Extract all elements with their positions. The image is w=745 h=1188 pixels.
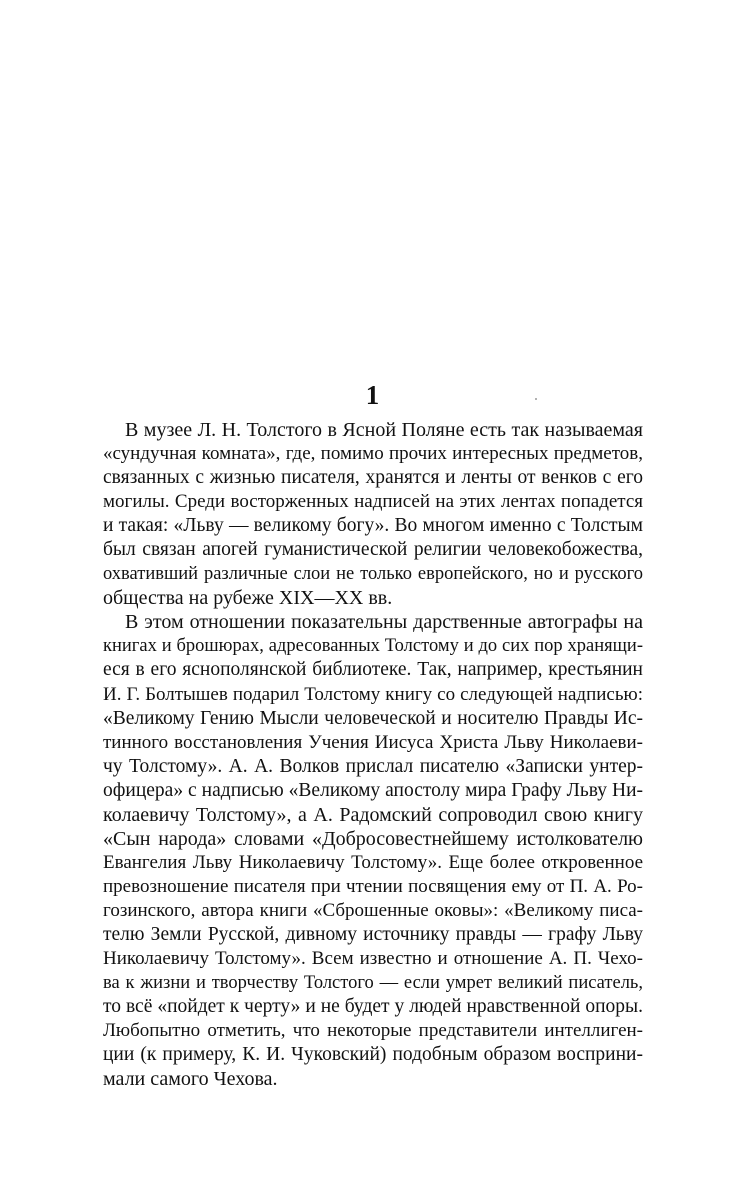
text-line: И. Г. Болтышев подарил Толстому книгу со следующей надписью: bbox=[103, 683, 643, 705]
text-line: мали самого Чехова. bbox=[103, 1068, 278, 1091]
text-line: книгах и брошюрах, адресованных Толстому и до сих пор хранящи- bbox=[103, 636, 643, 657]
text-line: еся в его яснополянской библиотеке. Так, например, крестьянин bbox=[103, 659, 643, 681]
text-line: ва к жизни и творчеству Толстого — если умрет великий писатель, bbox=[103, 973, 643, 994]
text-line: превозношение писателя при чтении посвящения ему от П. А. Ро- bbox=[103, 875, 643, 897]
body-text bbox=[103, 418, 643, 1091]
text-line: тинного восстановления Учения Иисуса Христа Льву Николаеви- bbox=[103, 731, 643, 753]
text-line: связанных с жизнью писателя, хранятся и ленты от венков с его bbox=[103, 467, 643, 489]
text-line: и такая: «Льву — великому богу». Во многом именно с Толстым bbox=[103, 515, 643, 537]
text-line: охвативший различные слои не только европейского, но и русского bbox=[103, 564, 643, 585]
text-line: колаевичу Толстому», а А. Радомский сопроводил свою книгу bbox=[103, 803, 643, 826]
text-line: «Сын народа» словами «Добросовестнейшему истолкователю bbox=[103, 827, 643, 850]
text-line: Любопытно отметить, что некоторые представители интеллиген- bbox=[103, 1020, 643, 1042]
text-line: могилы. Среди восторженных надписей на этих лентах попадется bbox=[103, 491, 643, 513]
text-line: Евангелия Льву Николаевичу Толстому». Еще более откровенное bbox=[103, 851, 643, 873]
text-line: то всё «пойдет к черту» и не будет у людей нравственной опоры. bbox=[103, 996, 643, 1018]
text-line: общества на рубеже XIX—XX вв. bbox=[103, 587, 393, 610]
text-line: «Великому Гению Мысли человеческой и носителю Правды Ис- bbox=[103, 707, 643, 729]
paragraph-1 bbox=[103, 418, 643, 610]
text-line: телю Земли Русской, дивному источнику правды — графу Льву bbox=[103, 923, 643, 945]
paragraph-2 bbox=[103, 610, 643, 1091]
text-line: Николаевичу Толстому». Всем известно и отношение А. П. Чехо- bbox=[103, 948, 643, 970]
text-line: был связан апогей гуманистической религии человекобожества, bbox=[103, 539, 643, 561]
chapter-number: 1 bbox=[365, 380, 380, 410]
text-line: «сундучная комната», где, помимо прочих интересных предметов, bbox=[103, 443, 643, 465]
text-line: В этом отношении показательны дарственные автографы на bbox=[125, 611, 643, 634]
text-line: В музее Л. Н. Толстого в Ясной Поляне есть так называемая bbox=[125, 419, 643, 441]
text-line: офицера» с надписью «Великому апостолу мира Графу Льву Ни- bbox=[103, 779, 643, 801]
text-line: ции (к примеру, К. И. Чуковский) подобным образом восприни- bbox=[103, 1044, 643, 1066]
page-speck bbox=[535, 398, 537, 400]
text-line: чу Толстому». А. А. Волков прислал писателю «Записки унтер- bbox=[103, 755, 643, 777]
text-line: гозинского, автора книги «Сброшенные оковы»: «Великому писа- bbox=[103, 899, 643, 921]
